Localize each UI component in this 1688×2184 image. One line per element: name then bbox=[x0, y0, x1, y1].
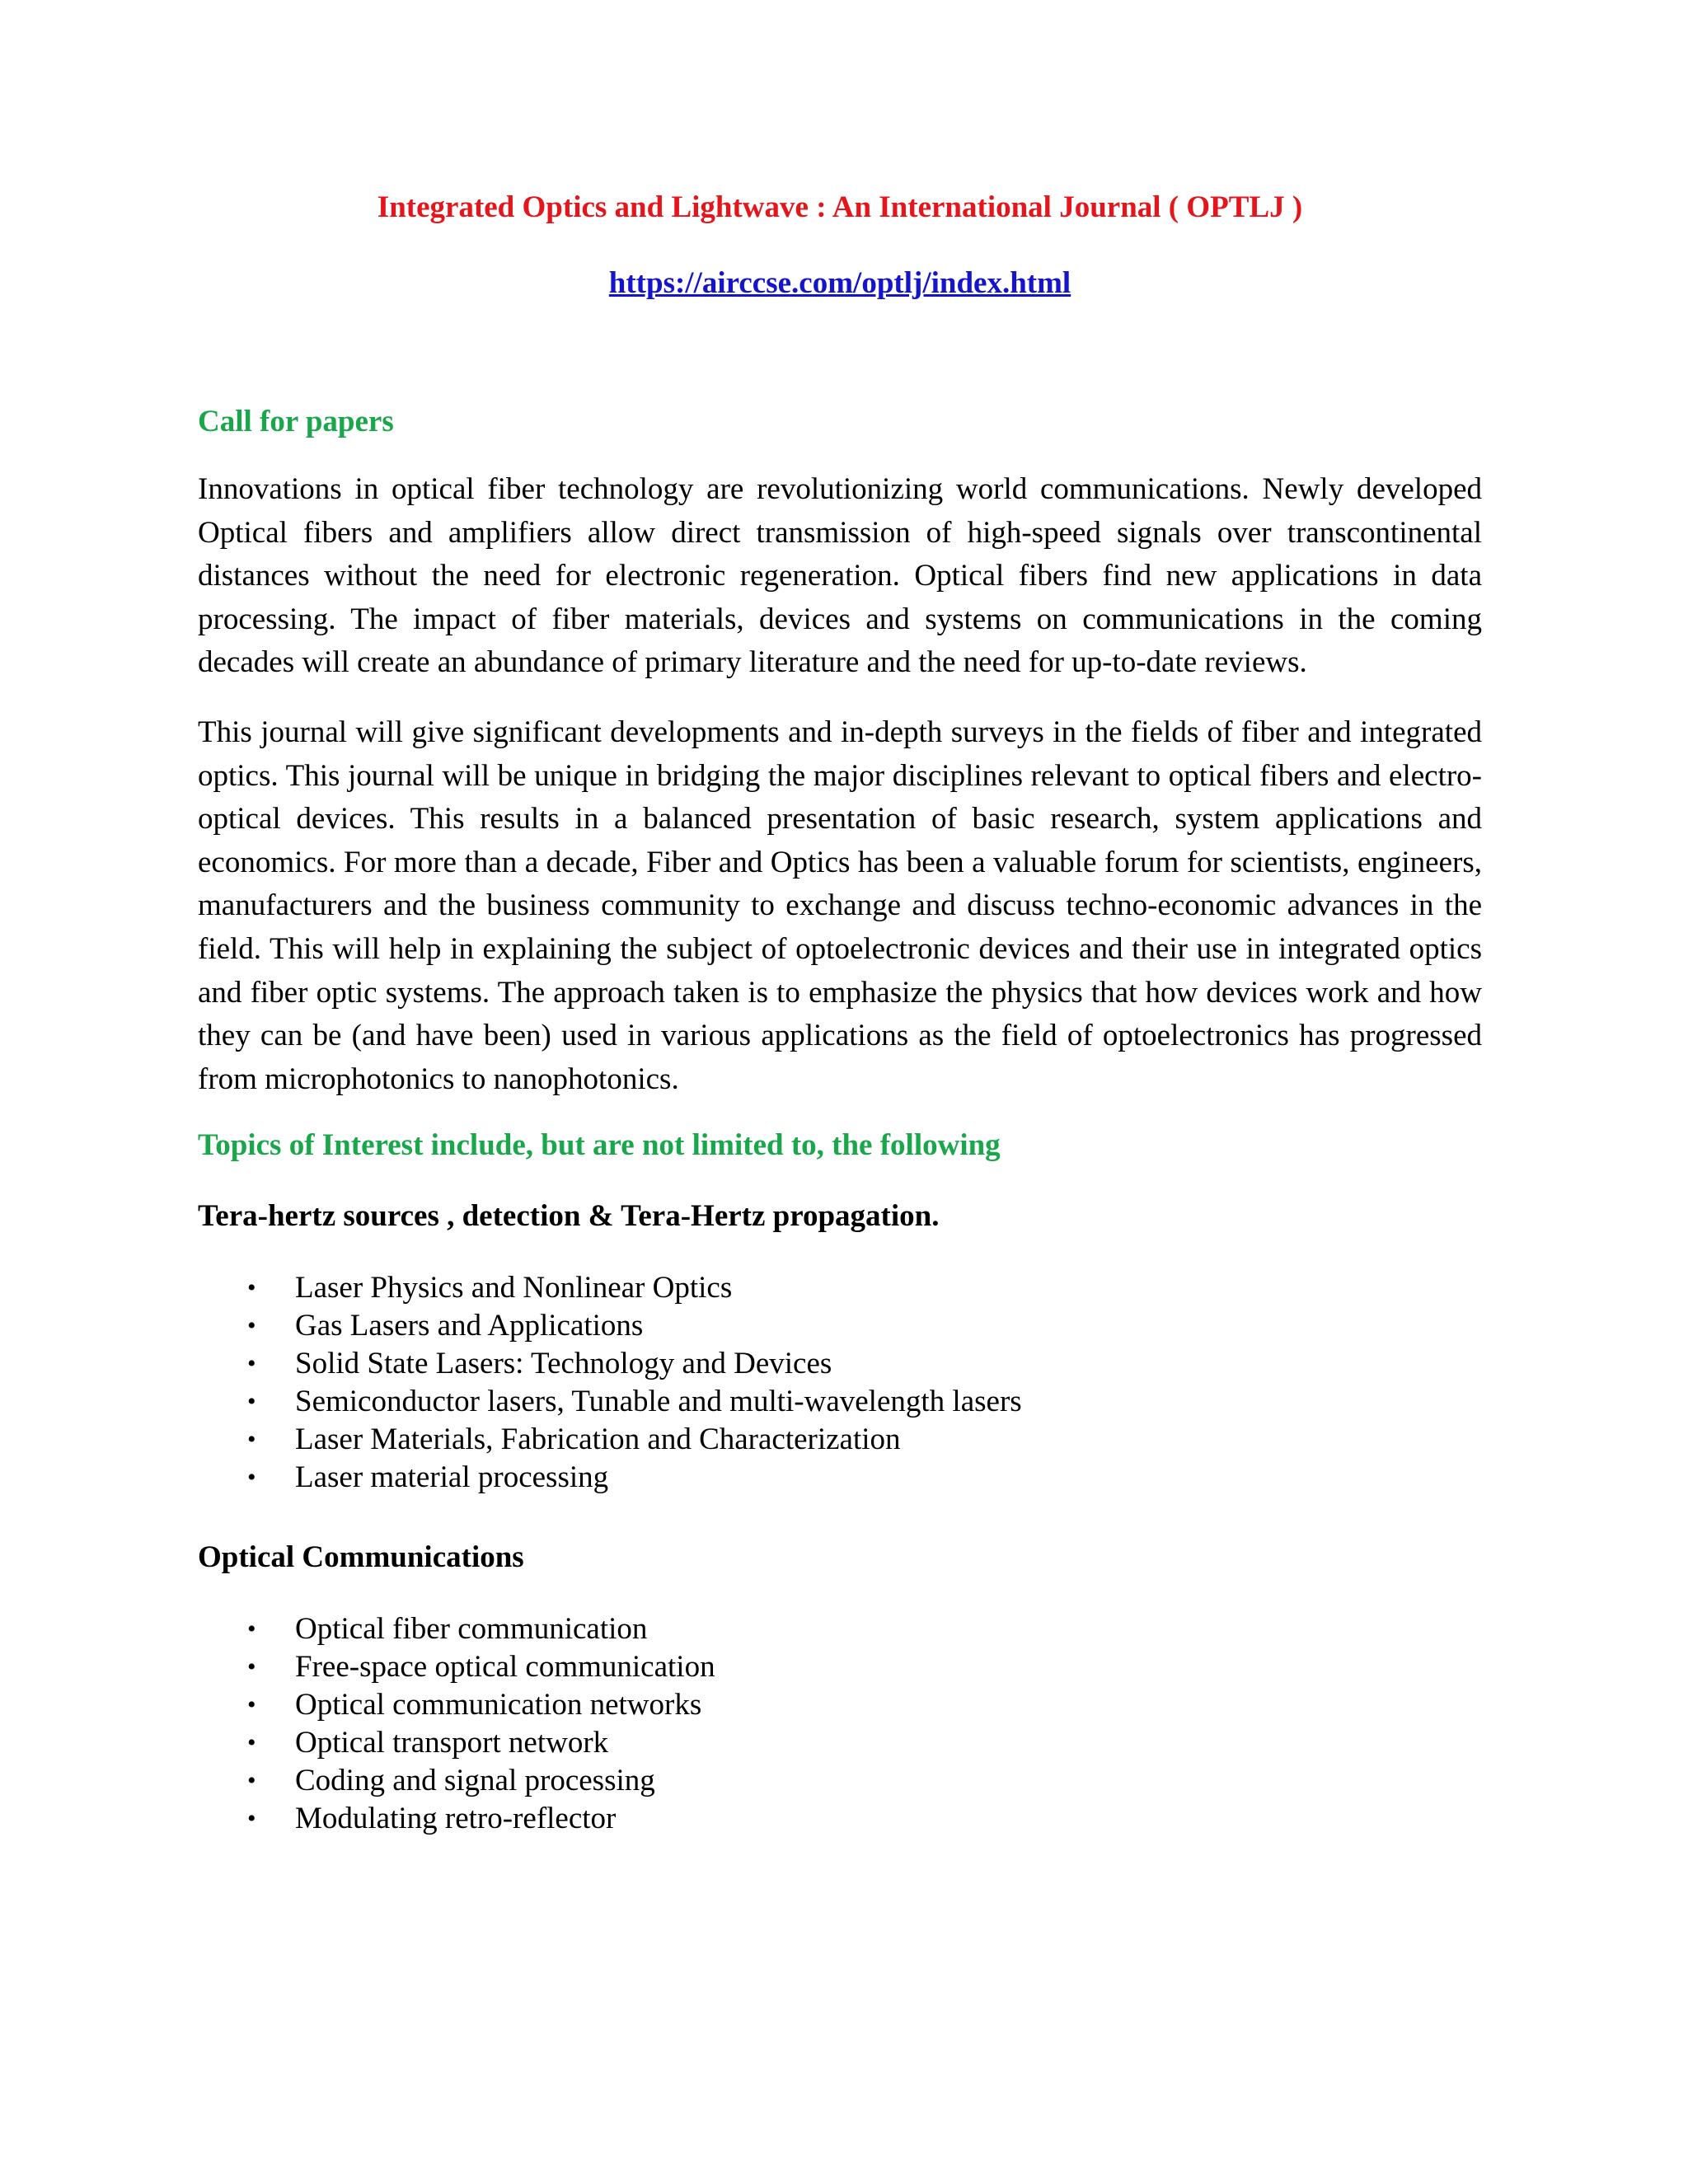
list-item-text: Free-space optical communication bbox=[295, 1650, 715, 1685]
list-item bbox=[198, 1307, 1482, 1345]
list-item bbox=[198, 1421, 1482, 1459]
list-item bbox=[198, 1724, 1482, 1762]
list-item-text: Gas Lasers and Applications bbox=[295, 1309, 644, 1343]
scope-paragraph: This journal will give significant developments and in-depth surveys in the fields of fiber and integrated optics. This journal will be unique in bridging the major disciplines relevant to optical fibers and electro-optical devices. This results in a balanced presentation of basic research, system applications and economics. For more than a decade, Fiber and Optics has been a valuable forum for scientists, engineers, manufacturers and the business community to exchange and discuss techno-economic advances in the field. This will help in explaining the subject of optoelectronic devices and their use in integrated optics and fiber optic systems. The approach taken is to emphasize the physics that how devices work and how they can be (and have been) used in various applications as the field of optoelectronics has progressed from microphotonics to nanophotonics. bbox=[198, 715, 1482, 1096]
bullet-icon: • bbox=[247, 1615, 256, 1643]
bullet-icon: • bbox=[247, 1653, 256, 1681]
list-item-text: Laser material processing bbox=[295, 1460, 609, 1495]
topic-group-heading-optical-communications: Optical Communications bbox=[198, 1540, 524, 1575]
bullet-icon: • bbox=[247, 1691, 256, 1719]
list-item bbox=[198, 1762, 1482, 1800]
bullet-icon: • bbox=[247, 1274, 256, 1302]
bullet-icon: • bbox=[247, 1767, 256, 1795]
list-item-text: Solid State Lasers: Technology and Devices bbox=[295, 1347, 832, 1381]
list-item-text: Semiconductor lasers, Tunable and multi-wavelength lasers bbox=[295, 1385, 1022, 1419]
intro-paragraph: Innovations in optical fiber technology are revolutionizing world communications. Newly developed Optical fibers and amplifiers allow direct transmission of high-speed signals over transcontinental distances without the need for electronic regeneration. Optical fibers find new applications in data processing. The impact of fiber materials, devices and systems on communications in the coming decades will create an abundance of primary literature and the need for up-to-date reviews. bbox=[198, 472, 1482, 680]
bullet-icon: • bbox=[247, 1312, 256, 1340]
list-item-text: Modulating retro-reflector bbox=[295, 1802, 617, 1836]
list-item-text: Laser Materials, Fabrication and Characterization bbox=[295, 1422, 901, 1457]
list-item bbox=[198, 1686, 1482, 1724]
topic-group-heading-terahertz: Tera-hertz sources , detection & Tera-Hertz propagation. bbox=[198, 1199, 940, 1234]
journal-url-link[interactable]: https://airccse.com/optlj/index.html bbox=[608, 266, 1071, 300]
list-item bbox=[198, 1648, 1482, 1686]
list-item bbox=[198, 1610, 1482, 1648]
bullet-icon: • bbox=[247, 1350, 256, 1378]
list-item bbox=[198, 1459, 1482, 1497]
list-item bbox=[198, 1269, 1482, 1307]
bullet-icon: • bbox=[247, 1388, 256, 1416]
call-for-papers-heading: Call for papers bbox=[198, 405, 394, 438]
list-item-text: Coding and signal processing bbox=[295, 1764, 655, 1798]
topics-heading: Topics of Interest include, but are not limited to, the following bbox=[198, 1128, 1001, 1163]
document-page bbox=[198, 190, 1482, 1838]
bullet-icon: • bbox=[247, 1426, 256, 1454]
list-item-text: Optical transport network bbox=[295, 1726, 609, 1760]
list-item bbox=[198, 1800, 1482, 1838]
bullet-icon: • bbox=[247, 1729, 256, 1757]
list-item-text: Optical fiber communication bbox=[295, 1612, 648, 1647]
list-item bbox=[198, 1345, 1482, 1383]
list-item-text: Optical communication networks bbox=[295, 1688, 702, 1722]
topic-list-optical-communications bbox=[198, 1610, 1482, 1838]
journal-title: Integrated Optics and Lightwave : An International Journal ( OPTLJ ) bbox=[377, 190, 1303, 224]
list-item-text: Laser Physics and Nonlinear Optics bbox=[295, 1271, 733, 1305]
list-item bbox=[198, 1383, 1482, 1421]
topic-list-terahertz bbox=[198, 1269, 1482, 1497]
bullet-icon: • bbox=[247, 1464, 256, 1492]
bullet-icon: • bbox=[247, 1805, 256, 1833]
